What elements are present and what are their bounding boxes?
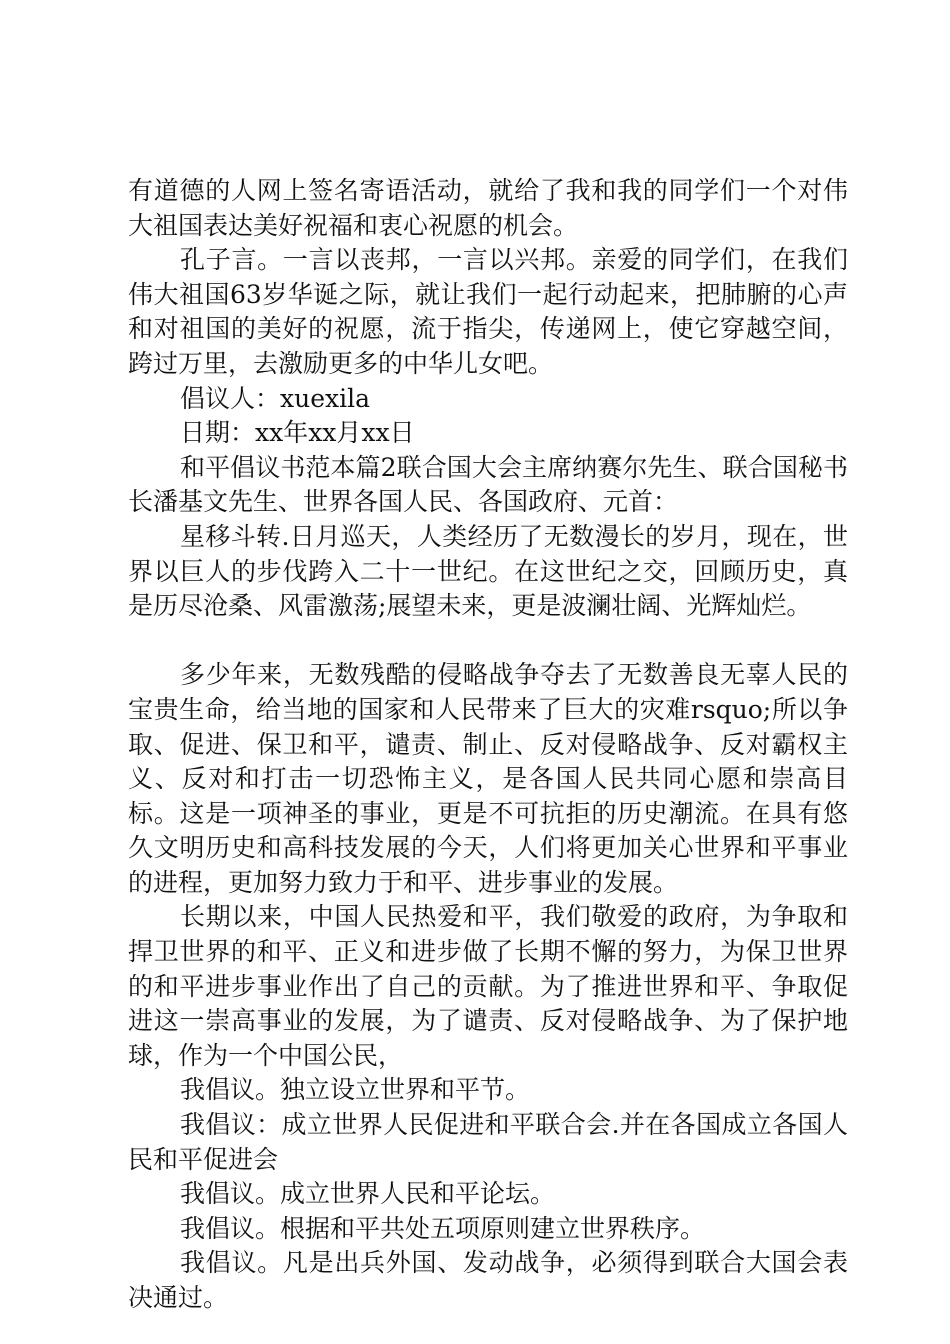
- proposal-item: 我倡议。成立世界人民和平论坛。: [180, 1179, 556, 1209]
- initiator-line: 倡议人：xuexila: [180, 383, 370, 413]
- proposal-item: 我倡议。独立设立世界和平节。: [180, 1075, 531, 1105]
- paragraph-continuation: 有道德的人网上签名寄语活动，就给了我和我的同学们一个对伟大祖国表达美好祝福和衷心祝愿的机会。: [128, 176, 848, 240]
- paragraph-history: 星移斗转.日月巡天，人类经历了无数漫长的岁月，现在，世界以巨人的步伐跨入二十一世纪。在这世纪之交，回顾历史，真是历尽沧桑、风雷激荡;展望未来，更是波澜壮阔、光辉灿烂。: [128, 521, 848, 621]
- document-body: [128, 174, 848, 1316]
- date-line: 日期：xx年xx月xx日: [180, 418, 415, 448]
- paragraph-sample-2-heading: 和平倡议书范本篇2联合国大会主席纳赛尔先生、联合国秘书长潘基文先生、世界各国人民、各国政府、元首：: [128, 452, 848, 517]
- proposal-item: 我倡议。根据和平共处五项原则建立世界秩序。: [180, 1213, 706, 1243]
- proposal-item: 我倡议：成立世界人民促进和平联合会.并在各国成立各国人民和平促进会: [128, 1110, 848, 1174]
- paragraph-war: 多少年来，无数残酷的侵略战争夺去了无数善良无辜人民的宝贵生命，给当地的国家和人民带来了巨大的灾难rsquo;所以争取、促进、保卫和平，谴责、制止、反对侵略战争、反对霸权主义、反对和打击一切恐怖主义，是各国人民共同心愿和崇高目标。这是一项神圣的事业，更是不可抗拒的历史潮流。在具有悠久文明历史和高科技发展的今天，人们将更加关心世界和平事业的进程，更加努力致力于和平、进步事业的发展。: [128, 660, 848, 897]
- proposal-item: 我倡议。凡是出兵外国、发动战争，必须得到联合大国会表决通过。: [128, 1248, 848, 1312]
- paragraph-confucius: 孔子言。一言以丧邦，一言以兴邦。亲爱的同学们，在我们伟大祖国63岁华诞之际，就让我们一起行动起来，把肺腑的心声和对祖国的美好的祝愿，流于指尖，传递网上，使它穿越空间，跨过万里，去激励更多的中华儿女吧。: [128, 245, 848, 378]
- paragraph-china: 长期以来，中国人民热爱和平，我们敬爱的政府，为争取和捍卫世界的和平、正义和进步做了长期不懈的努力，为保卫世界的和平进步事业作出了自己的贡献。为了推进世界和平、争取促进这一崇高事业的发展，为了谴责、反对侵略战争、为了保护地球，作为一个中国公民，: [128, 902, 848, 1070]
